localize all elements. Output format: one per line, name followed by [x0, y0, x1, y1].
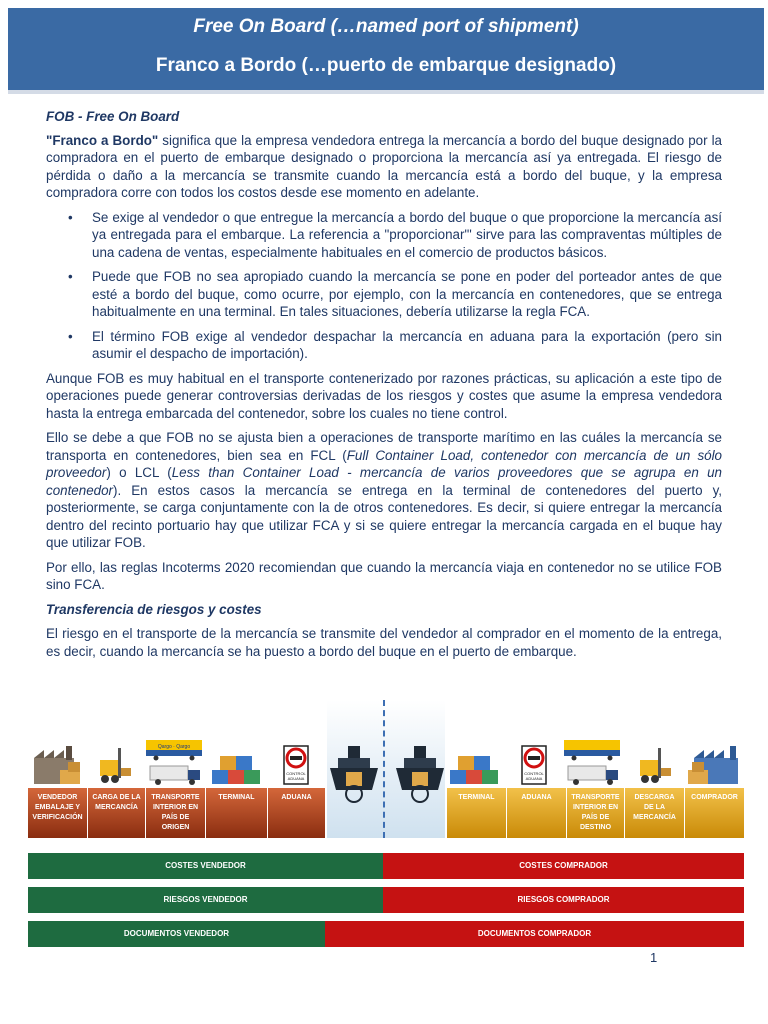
banner-shadow	[8, 90, 764, 94]
step-inland-origin	[146, 788, 206, 838]
step-label: TRANSPORTE INTERIOR EN PAÍS DE ORIGEN	[151, 794, 200, 831]
container-stack-icon	[448, 752, 500, 786]
step-inland-destination	[566, 788, 624, 838]
docs-seller-bar: DOCUMENTOS VENDEDOR	[28, 921, 325, 947]
fcl-definition: Full Container Load, contenedor con mercancía de un sólo proveedor	[46, 447, 723, 480]
process-steps	[28, 788, 744, 838]
factory-icon	[32, 744, 84, 786]
step-label: CARGA DE LA MERCANCÍA	[92, 794, 141, 811]
step-terminal-destination	[446, 788, 506, 838]
list-item	[46, 328, 722, 363]
list-item	[46, 209, 722, 262]
bullet-text: El término FOB exige al vendedor despachar la mercancía en aduana para la exportación (pero sin asumir el despacho de importación).	[92, 328, 722, 361]
section-heading-fob: FOB - Free On Board	[46, 109, 180, 124]
paragraph-fcl-lcl	[46, 429, 722, 552]
bullet-text: Puede que FOB no sea apropiado cuando la mercancía se pone en poder del porteador antes de que esté a bordo del buque, como ocurre, por ejemplo, con la mercancía en contenedores, que se entrega habitualmente en una terminal. En tales situaciones, debería utilizarse la regla FCA.	[92, 269, 722, 319]
step-label: TERMINAL	[458, 794, 495, 801]
step-customs-destination	[506, 788, 566, 838]
step-label: ADUANA	[521, 794, 552, 801]
document-body	[46, 108, 722, 667]
lcl-definition: Less than Container Load - mercancía de varios proveedores que se agrupa en un contenedor	[46, 465, 722, 498]
paragraph-containers: Aunque FOB es muy habitual en el transporte contenerizado por razones prácticas, su aplicación a este tipo de operaciones puede generar controversias derivadas de los riesgos y costes que asume la empresa vendedora hasta la entrega embarcada del contenedor, sobre los cuales no tiene control.	[46, 370, 722, 421]
text-run: Ello se debe a que FOB no se ajusta bien a operaciones de transporte marítimo en las cuáles la mercancía se transporta en contenedores, bien sea en FCL (	[46, 430, 722, 463]
bullet-icon: •	[68, 209, 73, 225]
costs-buyer-bar: COSTES COMPRADOR	[383, 853, 744, 879]
step-loading	[88, 788, 146, 838]
bullet-list	[46, 209, 722, 363]
step-unloading	[624, 788, 684, 838]
train-logo-text: Qargo · Qargo	[157, 744, 191, 750]
customs-sign-label: ADUANA	[525, 776, 543, 781]
train-truck-icon	[562, 738, 622, 786]
intro-text: significa que la empresa vendedora entrega la mercancía a bordo del buque designado por la compradora en el puerto de embarque designado o proporciona la mercancía así ya entregada. El riesgo de pérdida o daño a la mercancía se transmite cuando la mercancía está a bordo del buque, y la empresa compradora corre con todos los costos desde ese momento en adelante.	[46, 132, 723, 200]
step-buyer	[684, 788, 744, 838]
costs-seller-bar: COSTES VENDEDOR	[28, 853, 383, 879]
risks-seller-bar: RIESGOS VENDEDOR	[28, 887, 383, 913]
warehouse-icon	[686, 744, 742, 786]
forklift-icon	[636, 746, 672, 786]
bullet-icon: •	[68, 269, 73, 284]
intro-bold-term: "Franco a Bordo"	[46, 132, 159, 148]
train-truck-icon	[144, 738, 204, 786]
customs-sign-icon	[282, 744, 310, 786]
title-banner	[8, 8, 764, 90]
risks-buyer-bar: RIESGOS COMPRADOR	[383, 887, 744, 913]
step-seller-packing	[28, 788, 88, 838]
bullet-text: Se exige al vendedor o que entregue la mercancía a bordo del buque o que proporcione la mercancía así ya entregada para el embarque. La referencia a "proporcionar"' sirve para las compraventas múltiples de una cadena de ventas, especialmente habituales en el comercio de productos básicos.	[92, 209, 722, 260]
step-label: ADUANA	[281, 794, 312, 801]
step-label: TERMINAL	[218, 794, 255, 801]
paragraph-risk-transfer: El riesgo en el transporte de la mercancía se transmite del vendedor al comprador en el momento de la entrega, es decir, cuando la mercancía se ha puesto a bordo del buque en el puerto de embarque.	[46, 626, 722, 659]
text-run: ). En estos casos la mercancía se entrega en la terminal de contenedores del puerto y, posteriormente, se carga conjuntamente con la de otros contenedores. Es decir, si quiere entregar la mercancía dentro del recinto portuario hay que utilizar FCA y si se quiere entregar la mercancía cargada en el buque hay que utilizar FOB.	[46, 482, 722, 550]
section-heading-transfer: Transferencia de riesgos y costes	[46, 601, 262, 617]
step-customs-origin	[268, 788, 326, 838]
forklift-icon	[96, 746, 132, 786]
text-run: ) o LCL (	[106, 465, 172, 480]
container-stack-icon	[210, 752, 262, 786]
step-label: DESCARGA DE LA MERCANCÍA	[633, 794, 676, 821]
title-english: Free On Board (…named port of shipment)	[193, 16, 579, 37]
step-label: TRANSPORTE INTERIOR EN PAÍS DE DESTINO	[571, 794, 620, 831]
page-number: 1	[650, 950, 658, 965]
customs-sign-label: ADUANA	[287, 776, 305, 781]
incoterm-diagram	[28, 700, 744, 840]
list-item	[46, 268, 722, 321]
step-label: COMPRADOR	[691, 794, 738, 801]
title-spanish: Franco a Bordo (…puerto de embarque designado)	[155, 55, 617, 76]
step-label: VENDEDOR EMBALAJE Y VERIFICACIÓN	[32, 794, 83, 821]
paragraph-recommendation: Por ello, las reglas Incoterms 2020 recomiendan que cuando la mercancía viaja en contenedor no se utilice FOB sino FCA.	[46, 559, 722, 592]
bullet-icon: •	[68, 328, 73, 344]
intro-paragraph	[46, 132, 722, 202]
customs-sign-label: CONTROL	[524, 771, 544, 776]
docs-buyer-bar: DOCUMENTOS COMPRADOR	[325, 921, 744, 947]
customs-sign-icon	[520, 744, 548, 786]
customs-sign-label: CONTROL	[286, 771, 306, 776]
step-terminal-origin	[206, 788, 268, 838]
